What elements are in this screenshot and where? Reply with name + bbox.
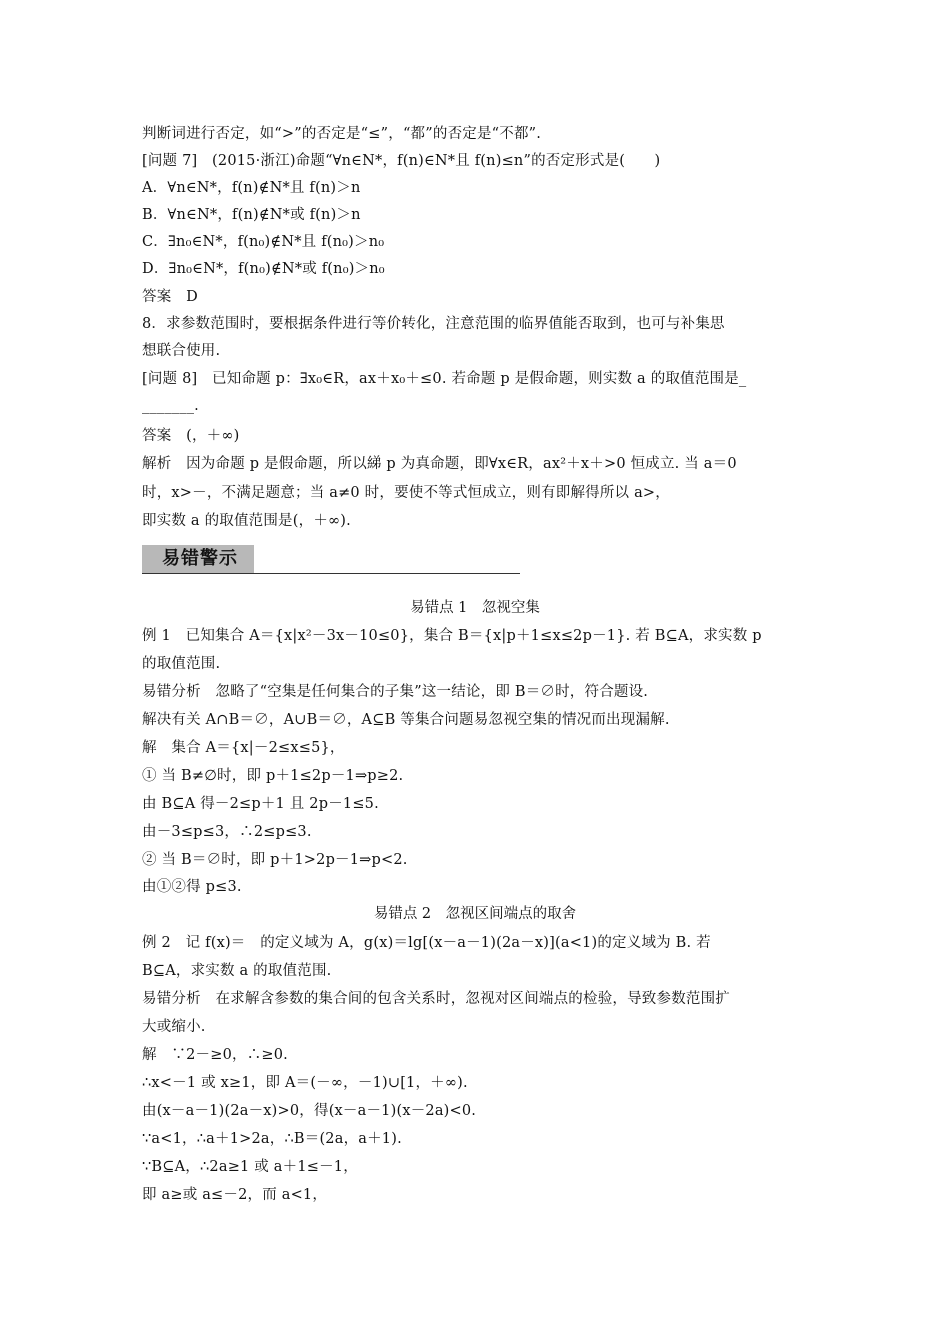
option-b: B．∀n∈N*，f(n)∉N*或 f(n)＞n bbox=[142, 207, 361, 223]
tip-8-cont: 想联合使用. bbox=[142, 343, 221, 359]
error-analysis-2-cont: 大或缩小. bbox=[142, 1019, 206, 1035]
solution-1-line: 由－3≤p≤3，∴2≤p≤3. bbox=[142, 824, 312, 840]
analysis-8-cont: 时，x>－，不满足题意；当 a≠0 时，要使不等式恒成立，则有即解得所以 a>， bbox=[142, 485, 670, 501]
solution-2-line: 即 a≥或 a≤－2，而 a<1， bbox=[142, 1187, 328, 1203]
question-8-blank: _______. bbox=[142, 398, 199, 414]
pitfall-1-heading: 易错点 1 忽视空集 bbox=[410, 600, 540, 616]
solution-1-line: ① 当 B≠∅时，即 p＋1≤2p－1⇒p≥2. bbox=[142, 768, 404, 784]
question-7: [问题 7] (2015·浙江)命题“∀n∈N*，f(n)∈N*且 f(n)≤n”的否定形式是( ) bbox=[142, 153, 661, 169]
example-1-cont: 的取值范围. bbox=[142, 656, 221, 672]
solution-2-line: ∵a<1，∴a＋1>2a，∴B＝(2a，a＋1). bbox=[142, 1131, 402, 1147]
example-2-cont: B⊆A，求实数 a 的取值范围. bbox=[142, 963, 332, 979]
answer-7: 答案 D bbox=[142, 289, 198, 305]
analysis-8: 解析 因为命题 p 是假命题，所以綈 p 为真命题，即∀x∈R，ax²＋x＋>0 恒成立. 当 a＝0 bbox=[142, 456, 737, 472]
answer-8: 答案 (，＋∞) bbox=[142, 428, 240, 444]
error-analysis-1-cont: 解决有关 A∩B＝∅，A∪B＝∅，A⊆B 等集合问题易忽视空集的情况而出现漏解. bbox=[142, 712, 670, 728]
error-analysis-2: 易错分析 在求解含参数的集合间的包含关系时，忽视对区间端点的检验，导致参数范围扩 bbox=[142, 991, 730, 1007]
error-analysis-1: 易错分析 忽略了“空集是任何集合的子集”这一结论，即 B＝∅时，符合题设. bbox=[142, 684, 649, 700]
solution-2-line: 由(x－a－1)(2a－x)>0，得(x－a－1)(x－2a)<0. bbox=[142, 1103, 477, 1119]
solution-2-line: ∵B⊆A，∴2a≥1 或 a＋1≤－1， bbox=[142, 1159, 358, 1175]
option-d: D．∃n₀∈N*，f(n₀)∉N*或 f(n₀)＞n₀ bbox=[142, 261, 385, 277]
analysis-8-end: 即实数 a 的取值范围是(，＋∞). bbox=[142, 513, 351, 529]
section-title: 易错警示 bbox=[162, 548, 238, 569]
solution-1-line: 解 集合 A＝{x|－2≤x≤5}， bbox=[142, 740, 345, 756]
option-a: A．∀n∈N*，f(n)∉N*且 f(n)＞n bbox=[142, 180, 361, 196]
example-2: 例 2 记 f(x)＝ 的定义域为 A，g(x)＝lg[(x－a－1)(2a－x)](a<1)的定义域为 B. 若 bbox=[142, 935, 711, 951]
tip-8: 8．求参数范围时，要根据条件进行等价转化，注意范围的临界值能否取到，也可与补集思 bbox=[142, 316, 725, 332]
question-8: [问题 8] 已知命题 p：∃x₀∈R，ax＋x₀＋≤0. 若命题 p 是假命题，则实数 a 的取值范围是_ bbox=[142, 371, 747, 387]
option-c: C．∃n₀∈N*，f(n₀)∉N*且 f(n₀)＞n₀ bbox=[142, 234, 385, 250]
solution-2-line: ∴x<－1 或 x≥1，即 A＝(－∞，－1)∪[1，＋∞). bbox=[142, 1075, 468, 1091]
solution-2-line: 解 ∵2－≥0，∴≥0. bbox=[142, 1047, 288, 1063]
example-1: 例 1 已知集合 A＝{x|x²－3x－10≤0}，集合 B＝{x|p＋1≤x≤2p－1}. 若 B⊆A，求实数 p bbox=[142, 628, 762, 644]
text-line: 判断词进行否定，如“>”的否定是“≤”，“都”的否定是“不都”. bbox=[142, 126, 542, 142]
pitfall-2-heading: 易错点 2 忽视区间端点的取舍 bbox=[373, 906, 577, 922]
solution-1-line: 由 B⊆A 得－2≤p＋1 且 2p－1≤5. bbox=[142, 796, 379, 812]
solution-1-line: 由①②得 p≤3. bbox=[142, 879, 242, 895]
section-divider bbox=[142, 573, 520, 574]
solution-1-line: ② 当 B＝∅时，即 p＋1>2p－1⇒p<2. bbox=[142, 852, 408, 868]
